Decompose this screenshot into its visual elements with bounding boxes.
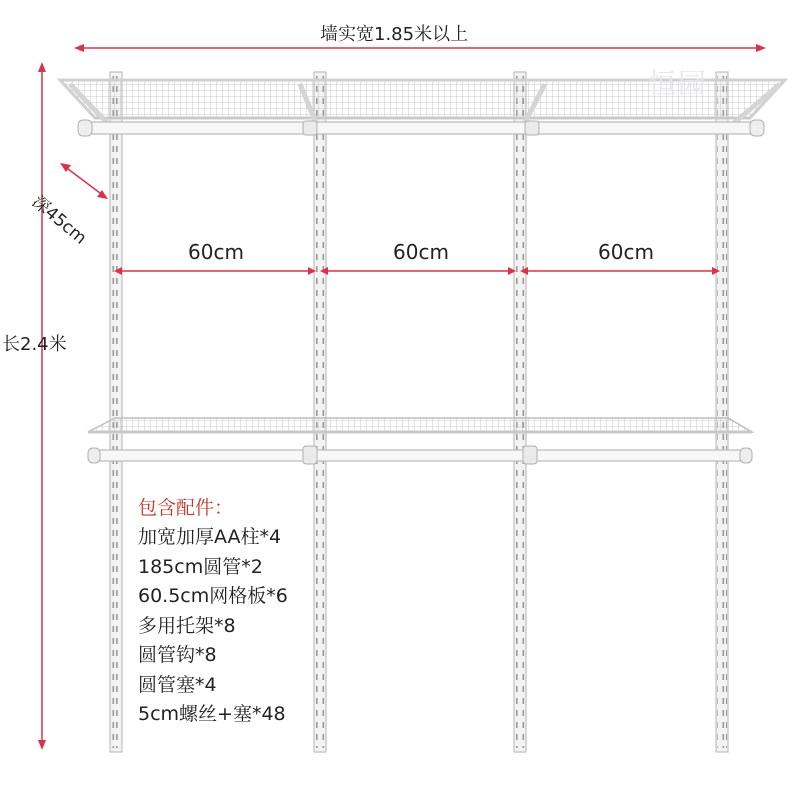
middle-rod-end-cap-left xyxy=(88,448,100,463)
top-rod-end-cap-right xyxy=(750,120,764,136)
parts-list-item: 多用托架*8 xyxy=(138,614,236,637)
middle-rod-hook-2 xyxy=(303,446,317,464)
parts-list-item: 加宽加厚AA柱*4 xyxy=(138,526,282,548)
included-parts-list xyxy=(138,494,288,730)
depth-arrow xyxy=(64,166,104,196)
top-rod-hook-2 xyxy=(303,121,317,135)
middle-shelf-mesh xyxy=(88,418,752,432)
upright-2-slots xyxy=(315,76,325,748)
wall-width-label: 墙实宽1.85米以上 xyxy=(320,24,469,45)
parts-list-item: 圆管塞*4 xyxy=(138,673,217,696)
middle-hanging-rod xyxy=(90,450,750,461)
parts-list-item: 185cm圆管*2 xyxy=(138,555,263,578)
height-arrowhead-bottom xyxy=(38,740,46,750)
middle-shelf xyxy=(88,418,752,464)
middle-rod-end-cap-right xyxy=(740,448,752,463)
wall-width-arrowhead-left xyxy=(74,44,84,52)
top-hanging-rod xyxy=(80,122,760,134)
height-label: 长2.4米 xyxy=(2,334,67,355)
bay-1-width-label: 60cm xyxy=(188,240,244,264)
height-arrowhead-top xyxy=(38,62,46,72)
bay-3-width-label: 60cm xyxy=(598,240,654,264)
parts-list-item: 60.5cm网格板*6 xyxy=(138,585,288,607)
parts-list-item: 5cm螺丝+塞*48 xyxy=(138,703,286,725)
bay-2-width-label: 60cm xyxy=(393,240,449,264)
upright-4-slots xyxy=(717,76,727,748)
parts-list-item: 圆管钩*8 xyxy=(138,644,217,666)
watermark-text: 恒园 xyxy=(648,67,709,100)
top-rod-end-cap-left xyxy=(78,120,92,136)
wall-width-arrowhead-right xyxy=(756,44,766,52)
top-rod-hook-3 xyxy=(525,121,539,135)
upright-1-slots xyxy=(111,76,121,748)
parts-list-title: 包含配件： xyxy=(138,497,234,519)
depth-label: 深45cm xyxy=(27,191,91,249)
upright-3-slots xyxy=(515,76,525,748)
middle-rod-hook-3 xyxy=(523,446,537,464)
